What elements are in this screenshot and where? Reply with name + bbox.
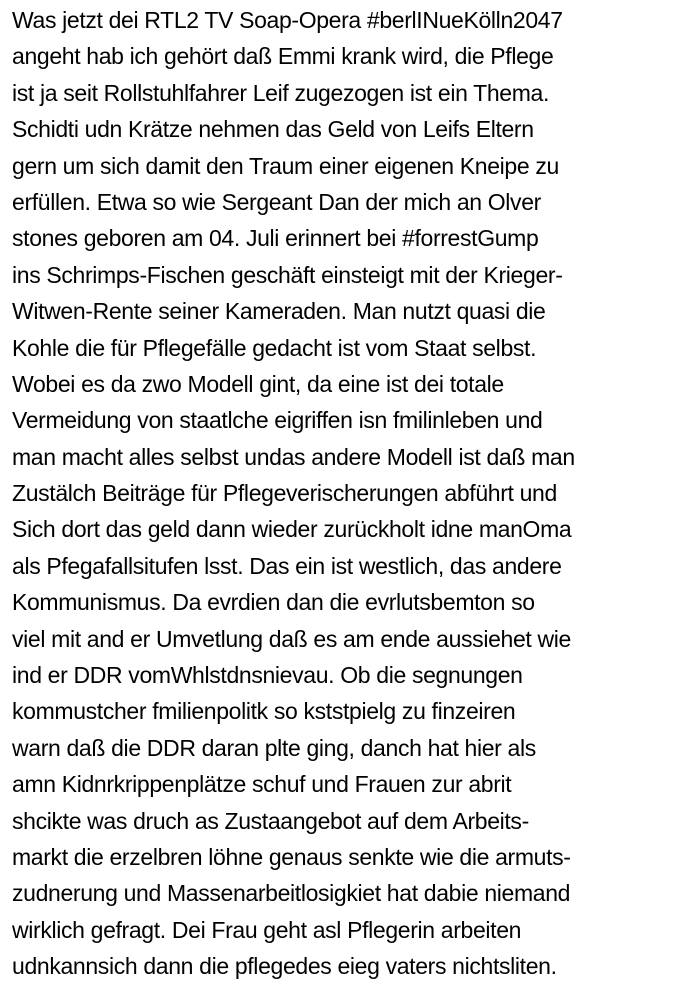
text-line: ins Schrimps-Fischen geschäft einsteigt mit der Krieger- <box>12 261 563 288</box>
text-line: Was jetzt dei RTL2 TV Soap-Opera #berlINueKölln2047 <box>12 7 563 33</box>
text-line: shcikte was druch as Zustaangebot auf dem Arbeits- <box>12 807 529 834</box>
text-line: markt die erzelbren löhne genaus senkte wie die armuts- <box>12 843 571 870</box>
text-line: ind er DDR vomWhlstdnsnievau. Ob die segnungen <box>12 662 523 689</box>
text-line: stones geboren am 04. Juli erinnert bei #forrestGump <box>12 225 539 252</box>
text-line: Schidti udn Krätze nehmen das Geld von Leifs Eltern <box>12 116 534 143</box>
text-line: udnkannsich dann die pflegedes eieg vaters nichtsliten. <box>12 953 557 980</box>
text-line: wirklich gefragt. Dei Frau geht asl Pflegerin arbeiten <box>12 916 522 943</box>
text-line: amn Kidnrkrippenplätze schuf und Frauen zur abrit <box>12 771 512 798</box>
text-line: Kommunismus. Da evrdien dan die evrlutsbemton so <box>12 589 535 616</box>
text-line: kommustcher fmilienpolitk so kststpielg zu finzeiren <box>12 698 516 725</box>
text-line: Witwen-Rente seiner Kameraden. Man nutzt quasi die <box>12 298 546 325</box>
text-line: viel mit and er Umvetlung daß es am ende aussiehet wie <box>12 625 571 652</box>
text-line: angeht hab ich gehört daß Emmi krank wird, die Pflege <box>12 43 554 70</box>
body-text <box>12 2 680 985</box>
text-line: Kohle die für Pflegefälle gedacht ist vom Staat selbst. <box>12 334 537 361</box>
text-line: als Pfegafallsitufen lsst. Das ein ist westlich, das andere <box>12 552 562 579</box>
text-line: zudnerung und Massenarbeitlosigkiet hat dabie niemand <box>12 880 571 907</box>
text-line: Vermeidung von staatlche eigriffen isn fmilinleben und <box>12 407 543 434</box>
text-line: gern um sich damit den Traum einer eigenen Kneipe zu <box>12 152 559 179</box>
text-line: erfüllen. Etwa so wie Sergeant Dan der mich an Olver <box>12 188 541 215</box>
text-line: warn daß die DDR daran plte ging, danch hat hier als <box>12 734 536 761</box>
text-line: Sich dort das geld dann wieder zurückholt idne manOma <box>12 516 572 543</box>
text-line: man macht alles selbst undas andere Modell ist daß man <box>12 443 575 470</box>
text-line: Wobei es da zwo Modell gint, da eine ist dei totale <box>12 370 504 397</box>
text-line: ist ja seit Rollstuhlfahrer Leif zugezogen ist ein Thema. <box>12 79 550 106</box>
text-line: Zustälch Beiträge für Pflegeverischerungen abführt und <box>12 480 557 507</box>
